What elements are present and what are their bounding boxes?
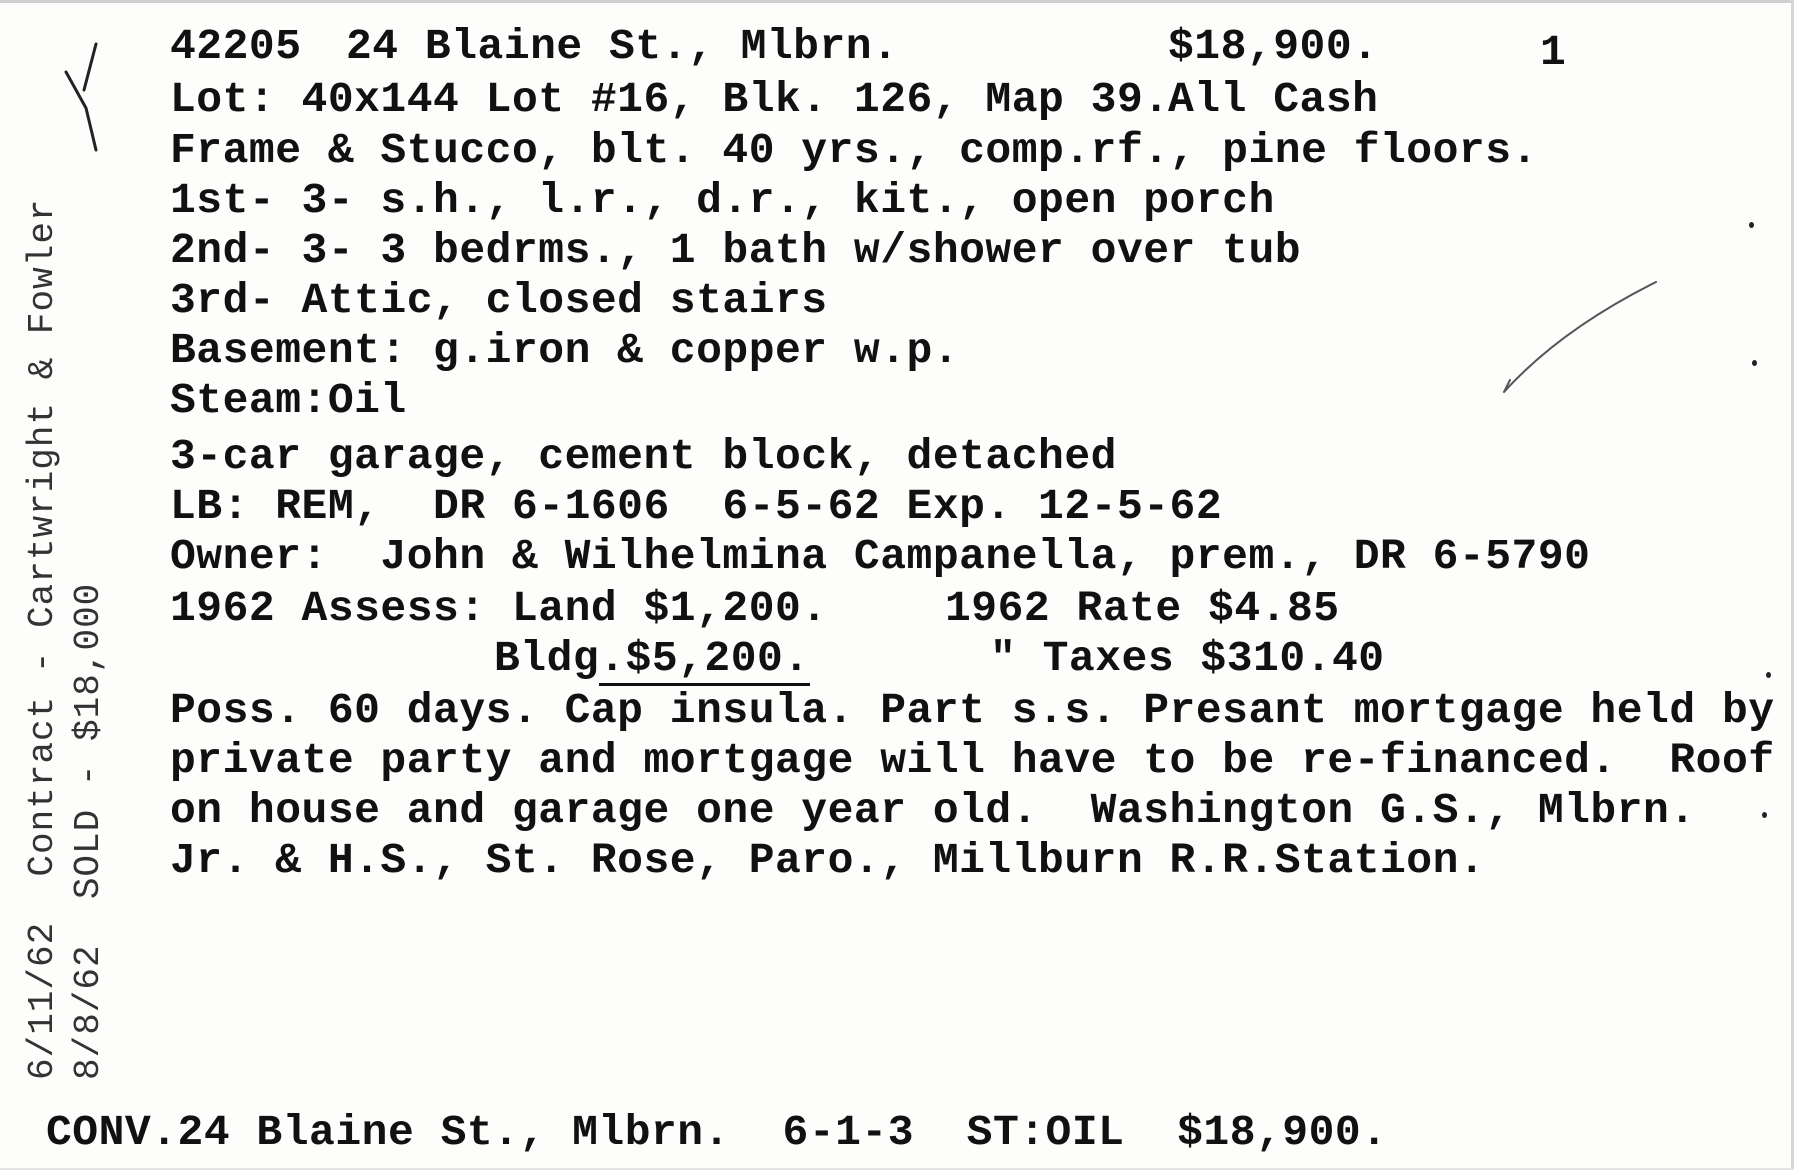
taxes-line: " Taxes $310.40 (990, 634, 1385, 683)
sold-note: 8/8/62 SOLD - $18,000 (68, 582, 109, 1080)
listing-broker-line: LB: REM, DR 6-1606 6-5-62 Exp. 12-5-62 (170, 482, 1223, 531)
remarks-line-1: Poss. 60 days. Cap insula. Part s.s. Presant mortgage held by (170, 686, 1775, 735)
owner-line: Owner: John & Wilhelmina Campanella, prem., DR 6-5790 (170, 532, 1591, 581)
remarks-line-4: Jr. & H.S., St. Rose, Paro., Millburn R.R.Station. (170, 836, 1486, 885)
listing-address: 24 Blaine St., Mlbrn. (346, 22, 899, 71)
tax-rate-line: 1962 Rate $4.85 (945, 584, 1340, 633)
card-top-edge (0, 0, 1794, 3)
listing-price: $18,900. (1168, 22, 1379, 71)
summary-line: CONV.24 Blaine St., Mlbrn. 6-1-3 ST:OIL $18,900. (46, 1108, 1388, 1157)
margin-dot (1752, 360, 1757, 366)
check-mark (1504, 282, 1656, 392)
garage-line: 3-car garage, cement block, detached (170, 432, 1117, 481)
margin-dot (1766, 672, 1771, 678)
corner-slash-mark (84, 44, 96, 90)
third-floor-line: 3rd- Attic, closed stairs (170, 276, 828, 325)
heat-line: Steam:Oil (170, 376, 407, 425)
bldg-value: .$5,200. (599, 634, 809, 686)
basement-line: Basement: g.iron & copper w.p. (170, 326, 960, 375)
assessment-bldg-line (494, 634, 810, 684)
listing-number: 42205 (170, 22, 302, 71)
first-floor-line: 1st- 3- s.h., l.r., d.r., kit., open porch (170, 176, 1275, 225)
terms-line: All Cash (1168, 75, 1379, 124)
remarks-line-3: on house and garage one year old. Washington G.S., Mlbrn. (170, 786, 1696, 835)
lot-line: Lot: 40x144 Lot #16, Blk. 126, Map 39. (170, 75, 1170, 124)
assessment-land-line: 1962 Assess: Land $1,200. (170, 584, 828, 633)
second-floor-line: 2nd- 3- 3 bedrms., 1 bath w/shower over tub (170, 226, 1302, 275)
corner-tick-mark (66, 72, 96, 150)
margin-dot (1762, 812, 1767, 818)
bldg-label: Bldg (494, 634, 600, 683)
contract-note: 6/11/62 Contract - Cartwright & Fowler (22, 198, 63, 1080)
card-number: 1 (1540, 28, 1566, 77)
margin-dot (1749, 222, 1754, 228)
remarks-line-2: private party and mortgage will have to be re-financed. Roof (170, 736, 1775, 785)
construction-line: Frame & Stucco, blt. 40 yrs., comp.rf., pine floors. (170, 126, 1538, 175)
